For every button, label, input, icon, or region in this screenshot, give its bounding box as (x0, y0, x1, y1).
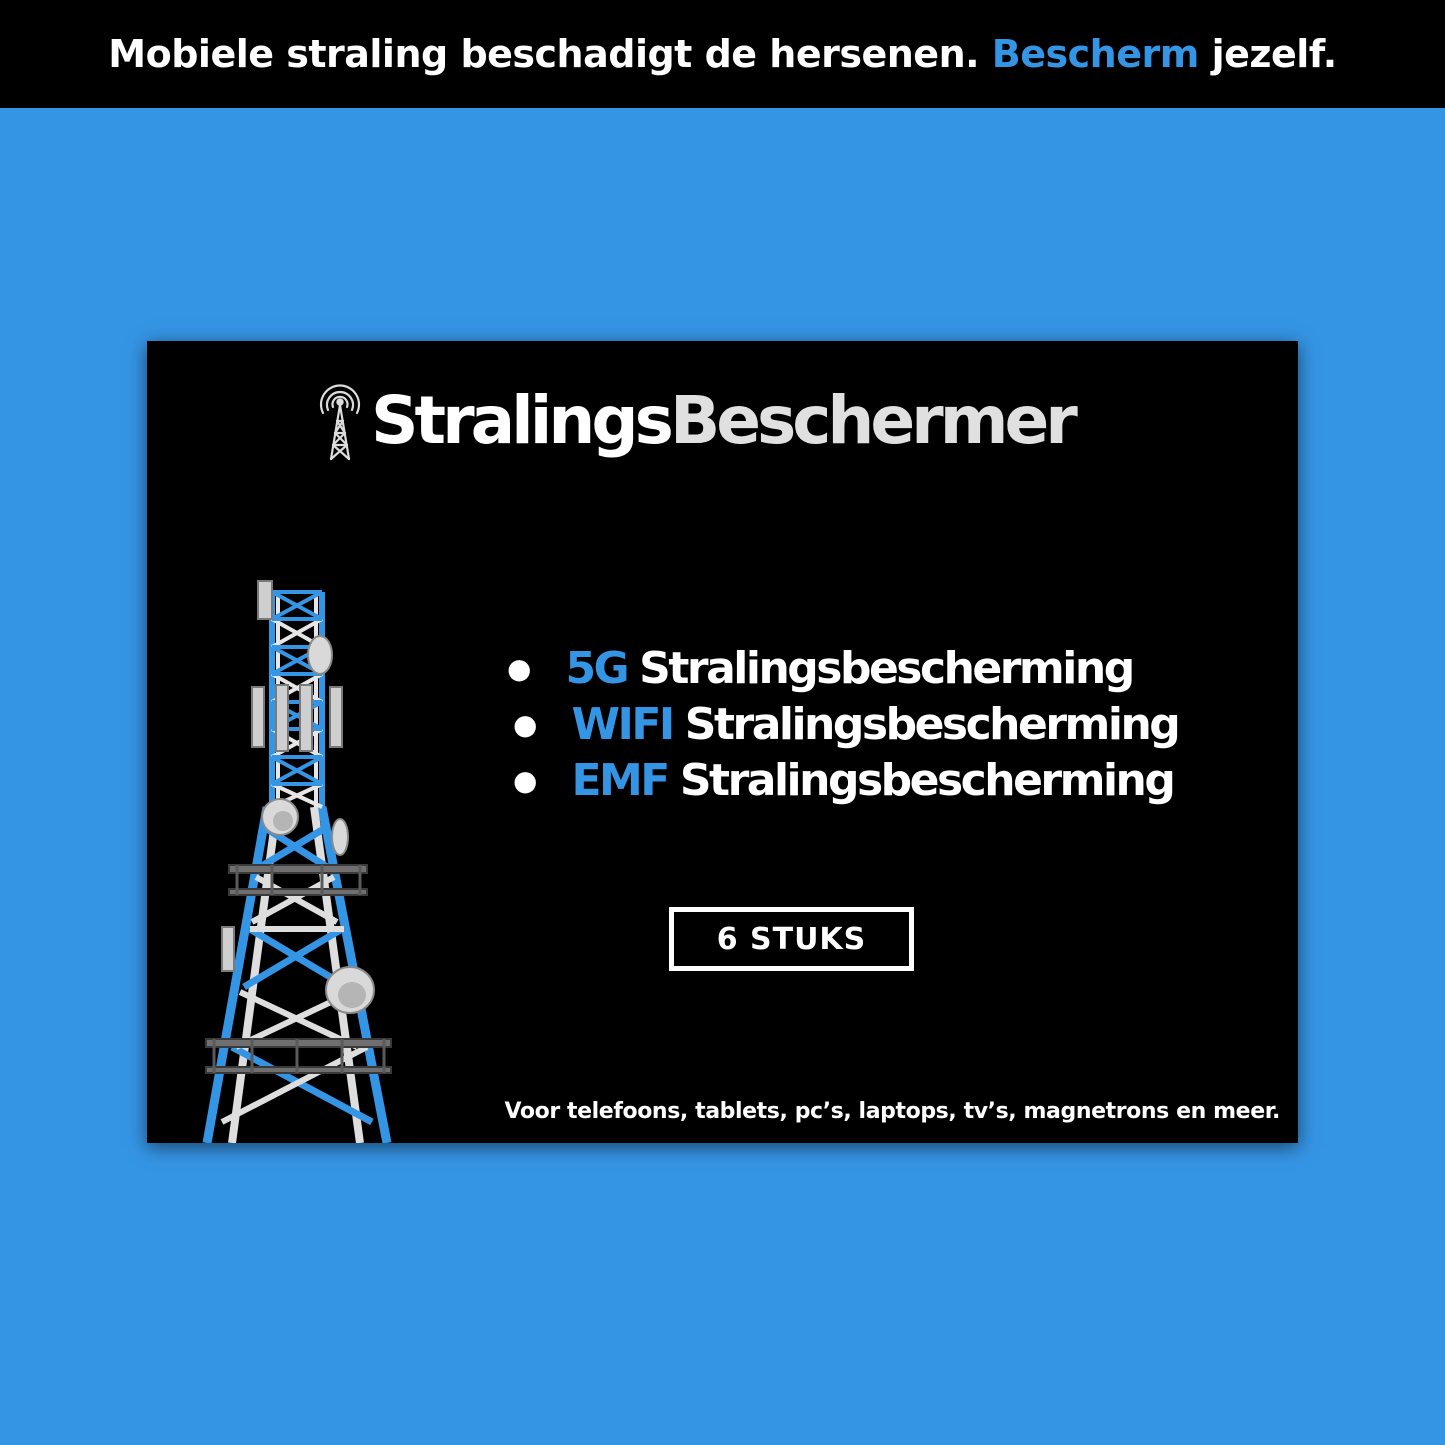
feature-keyword: WIFI (571, 699, 673, 750)
feature-label: Stralingsbescherming (639, 643, 1133, 694)
headline-text: Mobiele straling beschadigt de hersenen. (108, 32, 980, 76)
headline-text-end: jezelf. (1211, 32, 1337, 76)
compatibility-note: Voor telefoons, tablets, pc’s, laptops, tv’s, magnetrons en meer. (504, 1099, 1280, 1124)
brand-name (371, 382, 1074, 459)
quantity-badge: 6 STUKS (669, 907, 914, 971)
brand-name-part2: Beschermer (669, 382, 1074, 459)
product-card (147, 341, 1298, 1143)
brand-name-part1: Stralings (371, 382, 670, 459)
feature-wifi (513, 699, 1179, 750)
feature-label: Stralingsbescherming (684, 699, 1179, 750)
headline (108, 32, 1336, 76)
brand-logo (311, 381, 1074, 461)
radio-tower-icon (311, 381, 369, 461)
feature-label: Stralingsbescherming (679, 755, 1174, 806)
cell-tower-illustration (192, 577, 452, 1143)
feature-5g (507, 643, 1133, 694)
bullet: ● (513, 764, 538, 797)
feature-keyword: EMF (571, 755, 668, 806)
bullet: ● (507, 652, 532, 685)
feature-keyword: 5G (565, 643, 628, 694)
top-banner (0, 0, 1445, 108)
headline-accent: Bescherm (991, 32, 1199, 76)
feature-emf (513, 755, 1174, 806)
bullet: ● (513, 708, 538, 741)
